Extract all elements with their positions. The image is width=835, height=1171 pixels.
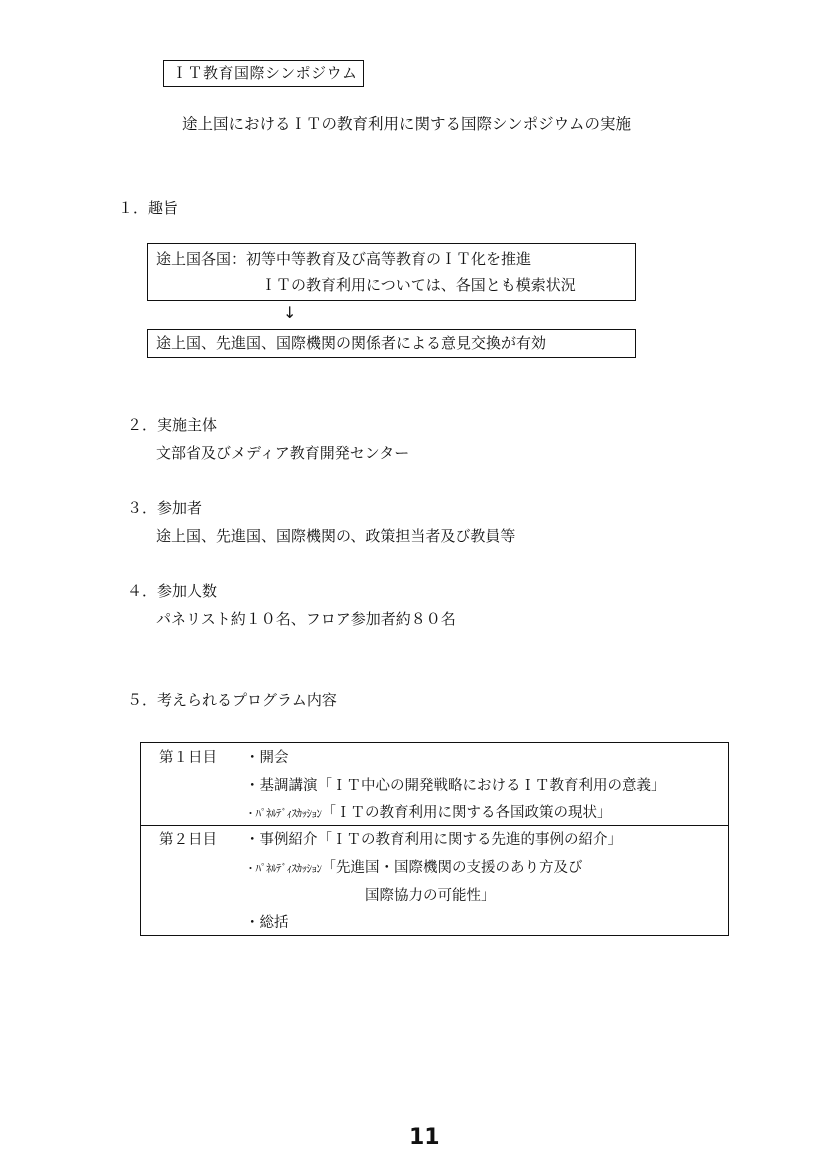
day-2-case-study: ・事例紹介「ＩＴの教育利用に関する先進的事例の紹介」 bbox=[245, 832, 622, 848]
down-arrow-icon: ↓ bbox=[283, 303, 297, 322]
purpose-box-conclusion bbox=[147, 329, 636, 358]
day-2-panel-title-continued: 国際協力の可能性」 bbox=[365, 888, 496, 904]
purpose-line-2: ＩＴの教育利用については、各国とも模索状況 bbox=[261, 276, 576, 294]
program-table bbox=[140, 742, 729, 936]
day-1-label: 第１日目 bbox=[159, 750, 217, 766]
section-2-heading: ２．実施主体 bbox=[127, 416, 218, 434]
section-1-heading: １．趣旨 bbox=[118, 199, 179, 217]
panel-discussion-label: ・ﾊﾟﾈﾙﾃﾞｨｽｶｯｼｮﾝ bbox=[245, 862, 322, 875]
document-title: 途上国におけるＩＴの教育利用に関する国際シンポジウムの実施 bbox=[182, 115, 631, 133]
section-4-heading: ４．参加人数 bbox=[127, 582, 218, 600]
day-2-summary: ・総括 bbox=[245, 915, 289, 931]
day-2-label: 第２日目 bbox=[159, 832, 217, 848]
day-1-panel bbox=[245, 803, 612, 824]
document-tag: ＩＴ教育国際シンポジウム bbox=[163, 60, 364, 87]
day-2-panel bbox=[245, 858, 583, 879]
day-divider bbox=[141, 825, 728, 826]
day-1-opening: ・開会 bbox=[245, 750, 289, 766]
section-3-heading: ３．参加者 bbox=[127, 499, 203, 517]
day-2-panel-title: 「先進国・国際機関の支援のあり方及び bbox=[321, 860, 583, 876]
panel-discussion-label: ・ﾊﾟﾈﾙﾃﾞｨｽｶｯｼｮﾝ bbox=[245, 807, 322, 820]
section-2-body: 文部省及びメディア教育開発センター bbox=[156, 444, 410, 462]
purpose-conclusion-line: 途上国、先進国、国際機関の関係者による意見交換が有効 bbox=[156, 334, 547, 352]
page-number: 11 bbox=[409, 1125, 440, 1150]
section-5-heading: ５．考えられるプログラム内容 bbox=[127, 691, 337, 709]
purpose-box-current-state bbox=[147, 243, 636, 301]
section-3-body: 途上国、先進国、国際機関の、政策担当者及び教員等 bbox=[156, 527, 516, 545]
section-4-body: パネリスト約１０名、フロア参加者約８０名 bbox=[156, 610, 456, 628]
purpose-line-1: 途上国各国：初等中等教育及び高等教育のＩＴ化を推進 bbox=[156, 250, 532, 268]
day-1-panel-title: 「ＩＴの教育利用に関する各国政策の現状」 bbox=[321, 805, 612, 821]
day-1-keynote: ・基調講演「ＩＴ中心の開発戦略におけるＩＴ教育利用の意義」 bbox=[245, 778, 666, 794]
